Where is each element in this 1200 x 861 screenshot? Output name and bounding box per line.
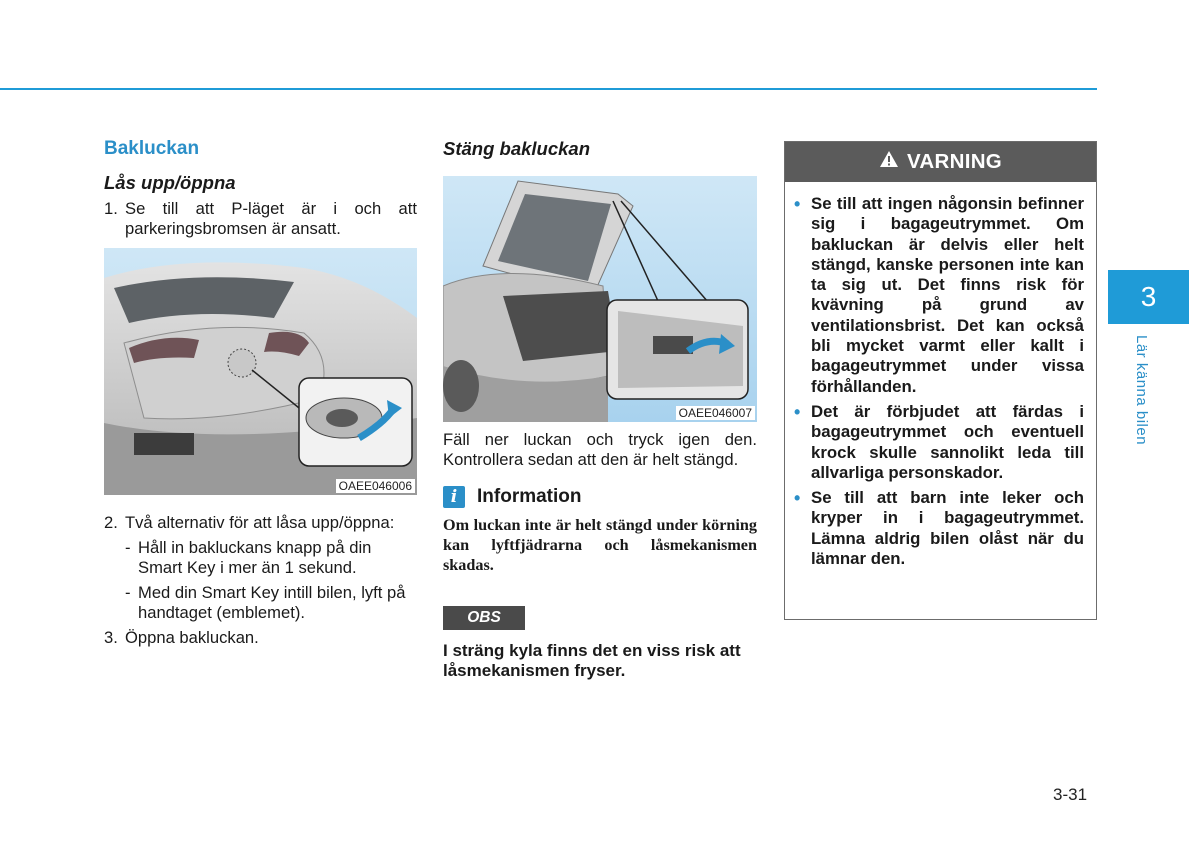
obs-badge: OBS [443,606,525,630]
warning-item [794,402,1084,483]
subheading-close: Stäng bakluckan [443,138,591,159]
warning-triangle-icon [879,150,899,174]
option-text: Håll in bakluckans knapp på din Smart Key i mer än 1 sekund. [138,538,372,577]
step-number: 1. [104,199,118,218]
warning-box [784,141,1097,620]
car-rear-illustration [104,248,417,495]
page-number: 3-31 [1053,785,1088,804]
step-text: Två alternativ för att låsa upp/öppna: [125,513,395,532]
dash-bullet: - [125,583,131,602]
header-rule [0,88,1097,90]
dash-bullet: - [125,538,131,557]
obs-text: I sträng kyla finns det en viss risk att låsmekanismen fryser. [443,641,741,680]
option-text: Med din Smart Key intill bilen, lyft på handtaget (emblemet). [138,583,406,622]
option-1 [125,538,417,578]
warning-text: Se till att barn inte leker och kryper in i bagageutrymmet. Lämna aldrig bilen olåst när du lämnar den. [811,488,1084,569]
step-text: Se till att P-läget är i och att parkeringsbromsen är ansatt. [125,199,417,238]
warning-item [794,194,1084,397]
middle-column [443,138,757,681]
subheading-unlock: Lås upp/öppna [104,172,236,193]
step-2 [104,513,417,533]
info-icon: i [443,486,465,508]
warning-text: Se till att ingen någonsin befinner sig i bagageutrymmet. Om bakluckan är delvis eller helt stängd, kanske personen inte kan ta sig ut. Det finns risk för kvävning på grund av ventilationsbrist. Det kan också bli mycket varmt eller kallt i bagageutrymmet under vissa förhållanden. [811,194,1084,396]
bullet-icon: • [794,401,801,422]
warning-header [785,142,1096,182]
bullet-icon: • [794,194,801,214]
chapter-tab[interactable]: 3 [1108,270,1189,324]
figure-tailgate-unlock [104,248,417,495]
chapter-title: Lär känna bilen [1133,335,1150,446]
step-text: Öppna bakluckan. [125,628,259,647]
step-number: 3. [104,628,118,647]
step-number: 2. [104,513,118,532]
warning-text: Det är förbjudet att färdas i bagageutrymmet och eventuell krock skulle sannolikt leda till allvarliga personskador. [811,401,1084,482]
step-1 [104,199,417,239]
step-3 [104,628,417,648]
figure-tailgate-close [443,176,757,422]
bullet-icon: • [794,488,801,509]
section-title: Bakluckan [104,138,200,159]
warning-list [785,182,1096,569]
close-instruction: Fäll ner luckan och tryck igen den. Kontrollera sedan att den är helt stängd. [443,430,757,469]
left-column [104,138,417,648]
figure-code: OAEE046007 [676,406,755,420]
information-header [443,486,757,508]
figure-code: OAEE046006 [336,479,415,493]
open-tailgate-illustration [443,176,757,422]
information-text: Om luckan inte är helt stängd under körning kan lyftfjädrarna och låsmekanismen skadas. [443,516,757,574]
option-2 [125,583,417,623]
warning-title: VARNING [906,150,1003,173]
information-title: Information [477,486,582,507]
warning-item [794,488,1084,569]
